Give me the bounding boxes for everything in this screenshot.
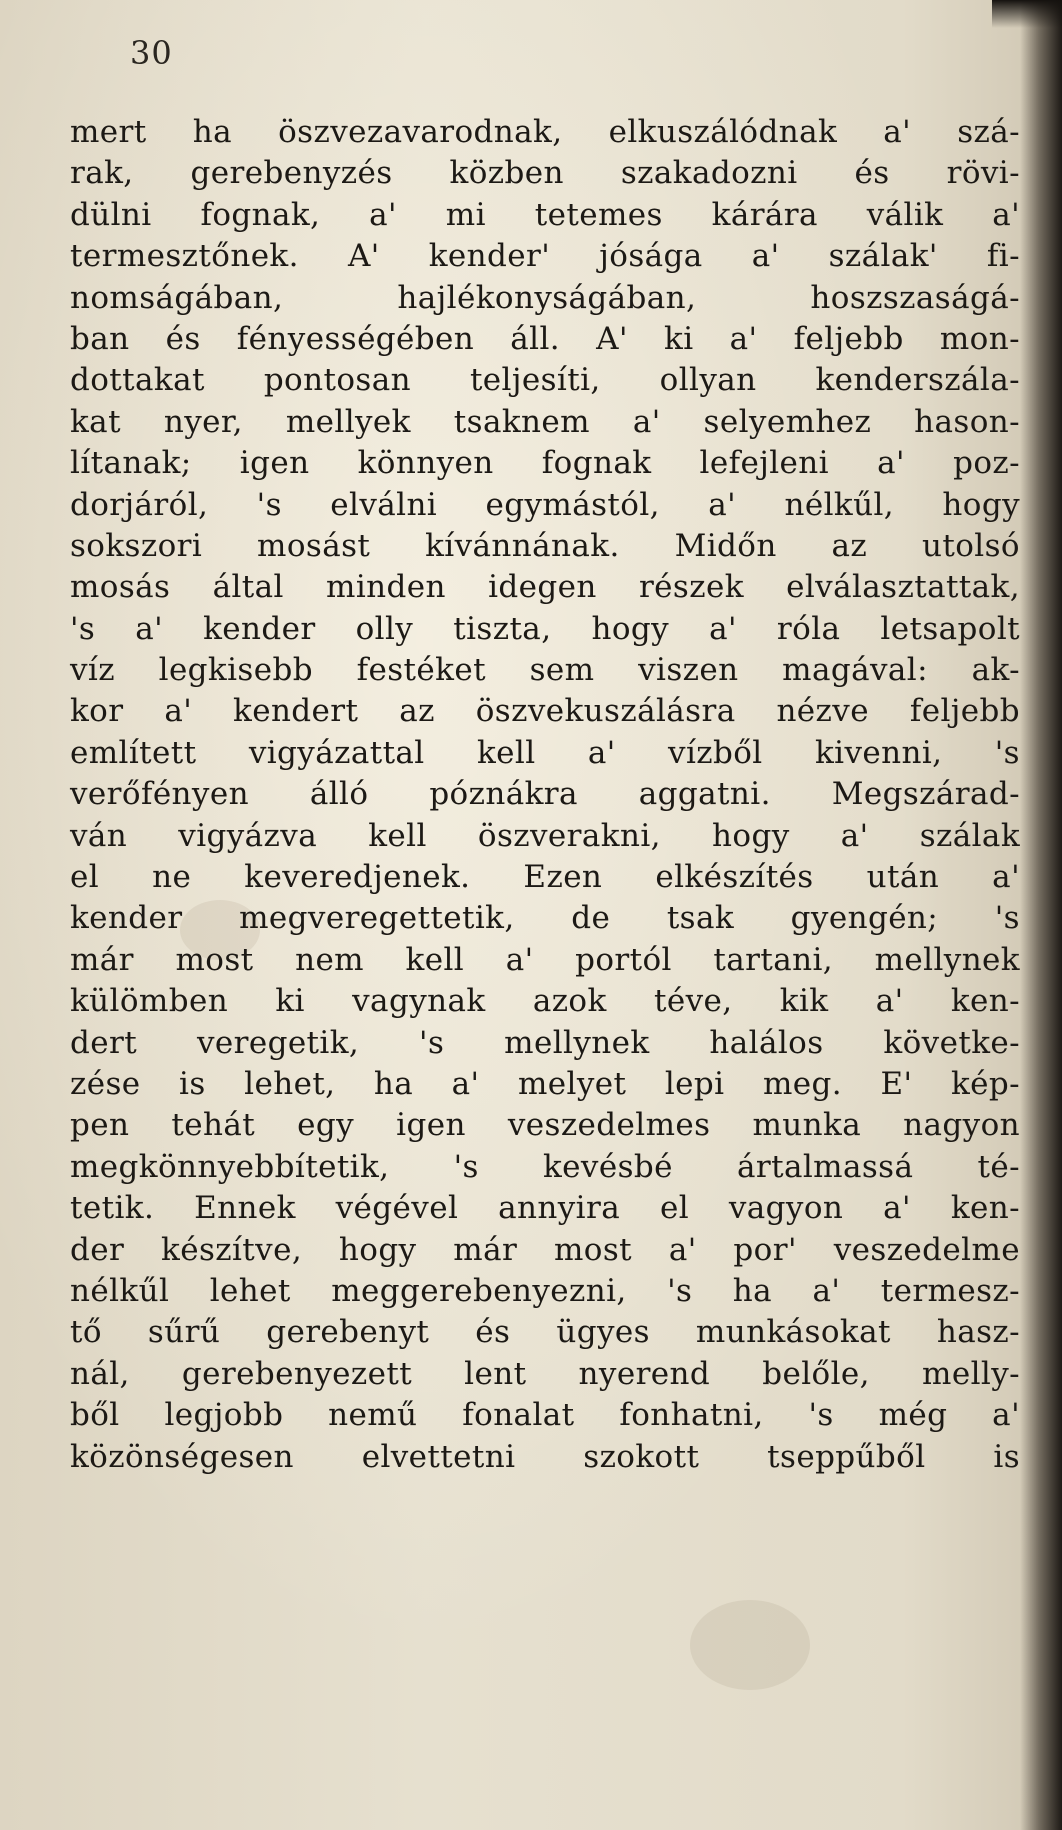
text-line: kor a' kendert az öszvekuszálásra nézve feljebb [70, 693, 1020, 730]
text-line: mert ha öszvezavarodnak, elkuszálódnak a' szá- [70, 114, 1020, 150]
text-line: nélkűl lehet meggerebenyezni, 's ha a' termesz- [70, 1272, 1020, 1309]
text-line: kender megveregettetik, de tsak gyengén; 's [70, 900, 1020, 937]
text-line: közönségesen elvettetni szokott tseppűből is [70, 1438, 1020, 1475]
corner-shadow [992, 0, 1062, 28]
text-line: dorjáról, 's elválni egymástól, a' nélkűl, hogy [70, 486, 1020, 523]
text-line: ban és fényességében áll. A' ki a' feljebb mon- [70, 320, 1020, 357]
text-line: sokszori mosást kívánnának. Midőn az utolsó [70, 527, 1020, 564]
text-line: mosás által minden idegen részek elválasztattak, [70, 569, 1020, 606]
text-line: víz legkisebb festéket sem viszen magával: ak- [70, 652, 1020, 689]
text-line: külömben ki vagynak azok téve, kik a' ken- [70, 983, 1020, 1020]
text-line: megkönnyebbítetik, 's kevésbé ártalmassá té- [70, 1148, 1020, 1185]
text-line: zése is lehet, ha a' melyet lepi meg. E' kép- [70, 1065, 1020, 1102]
text-line: nomságában, hajlékonyságában, hoszszaságá- [70, 279, 1020, 316]
text-line: der készítve, hogy már most a' por' veszedelme [70, 1231, 1020, 1268]
text-line: termesztőnek. A' kender' jósága a' szálak' fi- [70, 238, 1020, 275]
text-line: lítanak; igen könnyen fognak lefejleni a' poz- [70, 445, 1020, 482]
text-line: ván vigyázva kell öszverakni, hogy a' szálak [70, 817, 1020, 854]
text-line: el ne keveredjenek. Ezen elkészítés után a' [70, 859, 1020, 896]
text-line: rak, gerebenyzés közben szakadozni és rövi- [70, 155, 1020, 192]
text-line: dottakat pontosan teljesíti, ollyan kenderszála- [70, 362, 1020, 399]
text-line: dülni fognak, a' mi tetemes kárára válik a' [70, 196, 1020, 233]
text-line: már most nem kell a' portól tartani, mellynek [70, 941, 1020, 978]
text-line: említett vigyázattal kell a' vízből kivenni, 's [70, 734, 1020, 771]
text-line: pen tehát egy igen veszedelmes munka nagyon [70, 1107, 1020, 1144]
text-line: tetik. Ennek végével annyira el vagyon a' ken- [70, 1190, 1020, 1227]
page-number: 30 [130, 34, 173, 72]
paper-stain [690, 1600, 810, 1690]
text-line: 's a' kender olly tiszta, hogy a' róla letsapolt [70, 610, 1020, 647]
body-text [70, 112, 1020, 1478]
text-line: nál, gerebenyezett lent nyerend belőle, melly- [70, 1355, 1020, 1392]
page-edge-shadow [1020, 0, 1062, 1830]
text-line: dert veregetik, 's mellynek halálos követke- [70, 1024, 1020, 1061]
text-line: kat nyer, mellyek tsaknem a' selyemhez hason- [70, 403, 1020, 440]
text-line: ből legjobb nemű fonalat fonhatni, 's még a' [70, 1397, 1020, 1434]
text-line: tő sűrű gerebenyt és ügyes munkásokat hasz- [70, 1314, 1020, 1351]
text-line: verőfényen álló póznákra aggatni. Megszárad- [70, 776, 1020, 813]
